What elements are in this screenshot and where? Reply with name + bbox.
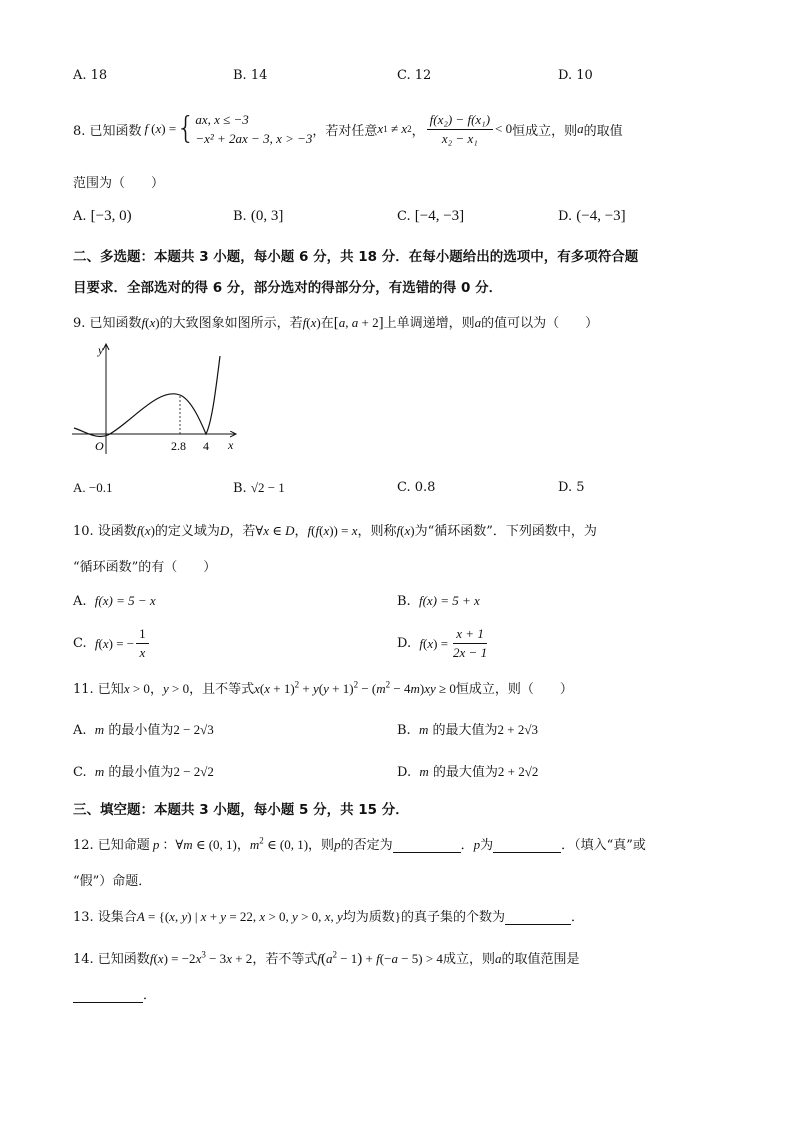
q7-option-a: A. 18 [73, 68, 108, 83]
q14-blank[interactable] [73, 1002, 143, 1003]
q10-line-2: “循环函数”的有（ ） [73, 560, 217, 575]
question-12: 12. 已知命题 p ：∀m ∈ (0, 1)，$m^2$ ∈ (0, 1)，则p的否定为 ．p为 ．（填入“真”或 [73, 835, 646, 853]
function-curve [74, 356, 220, 436]
q9-function-graph [70, 338, 250, 458]
q8-option-a: [−3, 0) [90, 208, 132, 224]
q10-option-c: C. f ( x ) = − $\frac{1}{x}$ [73, 626, 151, 661]
q8-option-d: (−4, −3] [576, 208, 626, 224]
q12-line-2: “假”）命题． [73, 874, 152, 889]
q9-option-c: C. 0.8 [397, 480, 436, 495]
q11-option-c: C. m 的最小值为2 − 2√2 [73, 764, 214, 780]
q14-line-2: ． [73, 984, 156, 1003]
q8-number: 8. 已知函数 [73, 123, 142, 139]
question-9: 9. 已知函数f(x)的大致图象如图所示，若f(x)在[a, a + 2]上单调递增，则a的值可以为（ ） [73, 315, 599, 331]
q9-option-d: D. 5 [558, 480, 585, 495]
question-11: 11. 已知x > 0，y > 0，且不等式$x(x + 1)^2 + y(y + 1)^2 - (m^2 - 4m)xy \ge 0$恒成立，则（ ） [73, 679, 573, 697]
q8-condition: ，若对任意 [312, 123, 378, 139]
q9-option-a: A. −0.1 [73, 480, 113, 495]
y-axis-label: y [98, 343, 104, 357]
q8-option-b: (0, 3] [250, 208, 284, 224]
section-2-heading-line-2: 目要求．全部选对的得 6 分，部分选对的得部分分，有选错的得 0 分． [73, 280, 503, 296]
q10-option-b: f(x) = 5 + x [418, 593, 480, 608]
tick-label-2.8: 2.8 [171, 439, 186, 453]
question-13: 13. 设集合A = {(x, y) | x + y = 22, x > 0, y > 0, x, y均为质数}的真子集的个数为 ． [73, 909, 585, 925]
q7-option-c: C. 12 [397, 68, 432, 83]
q12-blank-1[interactable] [393, 852, 461, 853]
q9-option-b: √2 − 1 [250, 480, 285, 495]
q8-case-2: −x² + 2ax − 3, x > −3 [195, 131, 313, 146]
q8-case-1: ax, x ≤ −3 [195, 112, 249, 127]
section-2-heading: 二、多选题：本题共 3 小题，每小题 6 分，共 18 分．在每小题给出的选项中，有多项符合题 [73, 249, 639, 265]
x-axis-label: x [228, 438, 234, 452]
section-3-heading: 三、填空题：本题共 3 小题，每小题 5 分，共 15 分． [73, 802, 409, 818]
q8-piecewise [195, 110, 312, 148]
q10-option-d: D. f ( x ) = $\frac{x + 1}{2x - 1}$ [397, 626, 488, 660]
q13-blank[interactable] [505, 924, 571, 925]
q12-blank-2[interactable] [493, 852, 561, 853]
q11-option-d: D. m 的最大值为2 + 2√2 [397, 764, 539, 780]
q11-option-a: A. m 的最小值为2 − 2√3 [73, 722, 214, 738]
q10-option-a: f(x) = 5 − x [94, 593, 156, 608]
origin-label: O [95, 439, 104, 453]
question-14: 14. 已知函数$f(x) = -2x^3 - 3x + 2$，若不等式$f(a^2 - 1) + f(-a - 5) > 4$成立，则a的取值范围是 [73, 949, 580, 967]
q7-option-d: D. 10 [558, 68, 593, 83]
q8-fraction: $\frac{\text{f(x₂) − f(x₁)}}{\text{x₂ − x₁}}$ [427, 112, 493, 147]
question-8: 8. 已知函数 f ( x ) = { ax, x ≤ −3 −x² + 2ax − 3, x > −3 ，若对任意 x 1 ≠ x 2 ， $\frac{\text{f(x₂) − f(x₁)}}{\text{x₂ − x₁}}$ < 0 恒成立，则 a 的取值 [73, 111, 623, 146]
tick-label-4: 4 [203, 439, 209, 453]
q7-option-b: B. 14 [233, 68, 268, 83]
q8-option-c: [−4, −3] [414, 208, 465, 224]
q8-line-2: 范围为（ ） [73, 176, 165, 191]
q11-option-b: B. m 的最大值为2 + 2√3 [397, 722, 538, 738]
question-10: 10. 设函数f(x)的定义域为D，若∀x ∈ D，f(f(x)) = x，则称f(x)为“循环函数”．下列函数中，为 [73, 523, 597, 539]
